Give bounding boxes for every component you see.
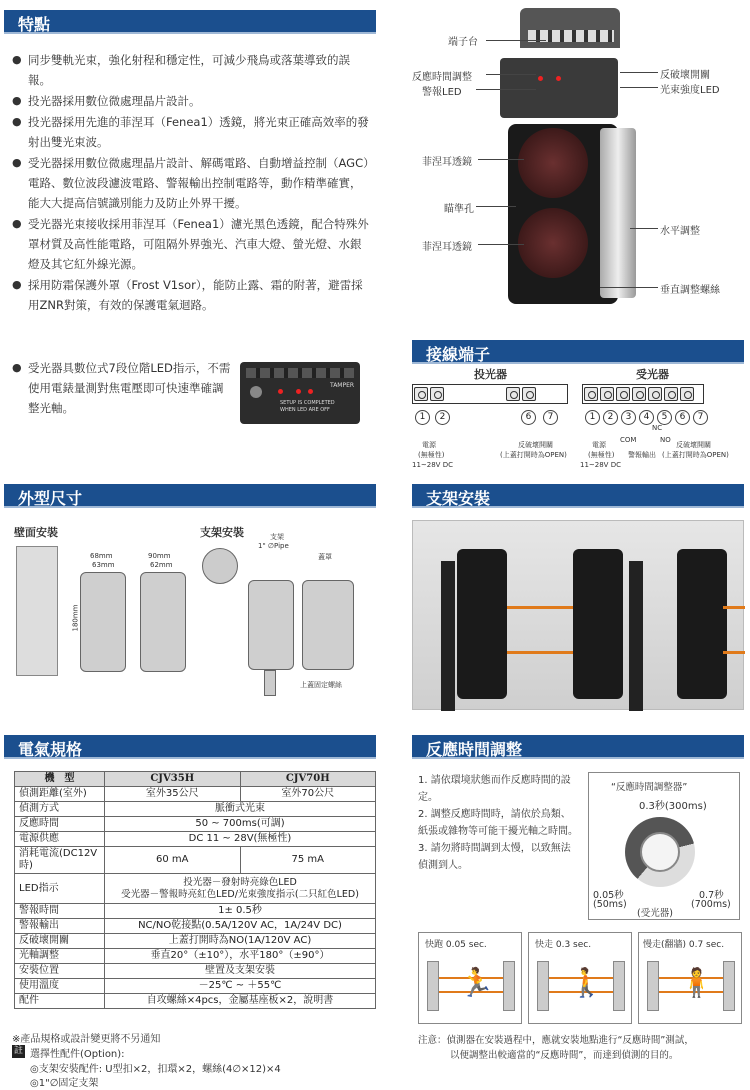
rx-terminal-7: 7	[693, 410, 708, 425]
rx-terminal-3: 3	[621, 410, 636, 425]
table-row: 反破壞開關 上蓋打開時為NO(1A/120V AC)	[15, 934, 376, 949]
tx-terminal-7: 7	[543, 410, 558, 425]
response-note-2: 以便調整出較適當的“反應時間”，而達到偵測的目的。	[450, 1050, 679, 1061]
wall-mount-label: 壁面安裝	[14, 526, 58, 539]
tx-terminal-1: 1	[415, 410, 430, 425]
spec-note: ※產品規格或設計變更將不另通知	[12, 1034, 161, 1045]
table-row: 反應時間 50 ~ 700ms(可調)	[15, 817, 376, 832]
wall-drawing	[16, 546, 58, 676]
table-row: 警報輸出 NC/NO乾接點(0.5A/120V AC，1A/24V DC)	[15, 919, 376, 934]
dim-62: 62mm	[150, 561, 173, 569]
screw-label: 上蓋固定螺絲	[300, 681, 342, 689]
no-label: NO	[660, 436, 671, 444]
spec-head-b: CJV70H	[240, 772, 376, 787]
front-drawing	[140, 572, 186, 672]
feature-item: ● 受光器光束接收採用菲涅耳（Fenea1）濾光黑色透鏡，配合特殊外罩材質及高性能電路，可阻隔外界強光、汽車大燈、螢光燈、水銀燈及其它紅外線光源。	[12, 214, 372, 274]
table-row: 偵測方式 脈衝式光束	[15, 802, 376, 817]
rx-terminal-6: 6	[675, 410, 690, 425]
feature-list	[12, 50, 372, 316]
dial-rx: (受光器)	[637, 908, 673, 919]
table-row: 光軸調整 垂直20°（±10°），水平180°（±90°）	[15, 949, 376, 964]
table-row: 偵測距離(室外) 室外35公尺 室外70公尺	[15, 787, 376, 802]
cover-drawing	[302, 580, 354, 670]
response-step: 1. 請依環境狀態而作反應時間的設定。	[418, 775, 571, 803]
led-panel-image	[240, 362, 360, 424]
tx-tamper-label: 反破壞開關	[518, 441, 553, 449]
rx-terminal-1: 1	[585, 410, 600, 425]
response-steps	[418, 772, 578, 874]
feature-item: ● 投光器採用先進的菲涅耳（Fenea1）透鏡，將光束正確高效率的發射出雙光束波。	[12, 112, 372, 152]
table-row: 消耗電流(DC12V時) 60 mA 75 mA	[15, 847, 376, 874]
dim-90: 90mm	[148, 552, 171, 560]
response-step: 3. 請勿將時間調到太慢，以致無法偵測到人。	[418, 843, 571, 871]
rx-terminal-2: 2	[603, 410, 618, 425]
section-header-wiring: 接線端子	[412, 340, 744, 364]
section-header-response: 反應時間調整	[412, 735, 744, 759]
climber-icon: 🧍	[679, 966, 714, 999]
section-header-bracket: 支架安裝	[412, 484, 744, 508]
dial-max: 0.7秒	[699, 890, 724, 901]
dim-63: 63mm	[92, 561, 115, 569]
pipe-label: 支架	[270, 533, 284, 541]
dial-knob	[625, 817, 695, 887]
table-row: 警報時間 1± 0.5秒	[15, 904, 376, 919]
rx-volt: 11~28V DC	[580, 461, 621, 469]
led-note-text: ● 受光器具數位式7段位階LED指示，不需使用電錶量測對焦電壓即可快速準確調整光軸。	[12, 358, 234, 418]
dial-panel	[588, 772, 740, 920]
option-title: 選擇性配件(Option):	[30, 1049, 125, 1060]
table-row: 電源供應 DC 11 ~ 28V(無極性)	[15, 832, 376, 847]
table-row: 使用溫度 －25℃ ~ ＋55℃	[15, 979, 376, 994]
walker-icon: 🚶	[569, 966, 604, 999]
section-header-electrical: 電氣規格	[4, 735, 376, 759]
rx-terminal-block	[582, 384, 704, 404]
tx-terminal-block	[412, 384, 568, 404]
nc-label: NC	[652, 424, 663, 432]
feature-item: ● 同步雙軌光束，強化射程和穩定性，可減少飛鳥或落葉導致的誤報。	[12, 50, 372, 90]
label-terminal: 端子台	[448, 37, 478, 48]
label-lens-1: 菲涅耳透鏡	[422, 157, 472, 168]
rx-tamper-label: 反破壞開關	[676, 441, 711, 449]
dial-title: “反應時間調整器”	[611, 782, 688, 793]
label-tamper: 反破壞開關	[660, 70, 710, 81]
rx-alarm-label: 警報輸出	[628, 451, 656, 459]
table-row: 配件 自攻螺絲×4pcs，金屬基座板×2，說明書	[15, 994, 376, 1009]
tx-terminal-6: 6	[521, 410, 536, 425]
side-drawing	[80, 572, 126, 672]
spec-head-a: CJV35H	[105, 772, 241, 787]
fast-run-panel	[418, 932, 522, 1024]
rx-terminal-5: 5	[657, 410, 672, 425]
label-horizontal: 水平調整	[660, 226, 700, 237]
label-beam-led: 光束強度LED	[660, 85, 720, 96]
fast-walk-label: 快走 0.3 sec.	[535, 940, 592, 950]
response-note-1: 注意：偵測器在安裝過程中，應就安裝地點進行“反應時間”測試，	[418, 1035, 694, 1046]
rx-power-label: 電源	[592, 441, 606, 449]
label-vertical: 垂直調整螺絲	[660, 285, 720, 296]
led-note	[12, 358, 234, 419]
feature-item: ● 受光器採用數位微處理晶片設計、解碼電路、自動增益控制（AGC）電路、數位波段濾波電路、警報輸出控制電路等，動作精準確實，能大大提高信號識別能力及防止外界干擾。	[12, 153, 372, 213]
label-lens-2: 菲涅耳透鏡	[422, 242, 472, 253]
spec-table	[14, 771, 376, 1009]
dim-180: 180mm	[71, 604, 80, 632]
feature-item: ● 採用防霜保護外罩（Frost V1sor），能防止露、霜的附著，避雷採用ZNR對策，有效的保護電氣迴路。	[12, 275, 372, 315]
slow-walk-label: 慢走(翻牆) 0.7 sec.	[643, 940, 725, 950]
pipe-size-label: 1" ∅Pipe	[258, 542, 289, 550]
table-row: LED指示 投光器－發射時亮綠色LED 受光器－警報時亮紅色LED/光束強度指示(二只紅色LED)	[15, 874, 376, 904]
tx-power-label: 電源	[422, 441, 436, 449]
tx-tamper-sub: (上蓋打開時為OPEN)	[500, 451, 567, 459]
dial-min-ms: (50ms)	[593, 899, 627, 910]
device-photo	[500, 8, 640, 298]
option-2: ◎1"∅固定支架	[30, 1078, 99, 1089]
wired-label: WHEN LED ARE OFF	[280, 407, 330, 413]
wiring-tx-title: 投光器	[474, 368, 507, 381]
slow-walk-panel	[638, 932, 742, 1024]
pipe-top-drawing	[202, 548, 238, 584]
bracket-drawing	[248, 580, 294, 670]
tx-power-sub: (無極性)	[418, 451, 445, 459]
com-label: COM	[620, 436, 637, 444]
spec-head-model: 機 型	[15, 772, 105, 787]
fast-run-label: 快跑 0.05 sec.	[425, 940, 487, 950]
response-step: 2. 調整反應時間時，請依於鳥類、紙張或雜物等可能干擾光軸之時間。	[418, 809, 578, 837]
dim-68: 68mm	[90, 552, 113, 560]
rx-terminal-4: 4	[639, 410, 654, 425]
section-header-dimensions: 外型尺寸	[4, 484, 376, 508]
tx-terminal-2: 2	[435, 410, 450, 425]
label-sight: 瞄準孔	[444, 204, 474, 215]
label-alarm-led: 警報LED	[422, 87, 462, 98]
feature-item: ● 投光器採用數位微處理晶片設計。	[12, 91, 372, 111]
pipe-drawing	[264, 670, 276, 696]
dial-min: 0.05秒	[593, 890, 624, 901]
dial-max-ms: (700ms)	[691, 899, 731, 910]
runner-icon: 🏃	[459, 966, 494, 999]
option-tag: 註	[13, 1046, 23, 1056]
wiring-rx-title: 受光器	[636, 368, 669, 381]
tamper-label: TAMPER	[330, 382, 355, 389]
rx-tamper-sub: (上蓋打開時為OPEN)	[662, 451, 729, 459]
bracket-mount-label: 支架安裝	[200, 526, 244, 539]
setup-label: SETUP IS COMPLETED	[280, 400, 335, 406]
option-1: ◎支架安裝配件: U型扣×2，扣環×2，螺絲(4∅×12)×4	[30, 1064, 281, 1075]
tx-volt: 11~28V DC	[412, 461, 453, 469]
bracket-photo	[412, 520, 744, 710]
table-row: 安裝位置 壁置及支架安裝	[15, 964, 376, 979]
dial-mid: 0.3秒(300ms)	[639, 801, 707, 812]
label-response-adj: 反應時間調整	[412, 72, 472, 83]
rx-power-sub: (無極性)	[588, 451, 615, 459]
section-header-features: 特點	[4, 10, 376, 34]
fast-walk-panel	[528, 932, 632, 1024]
cover-label: 蓋罩	[318, 553, 332, 561]
